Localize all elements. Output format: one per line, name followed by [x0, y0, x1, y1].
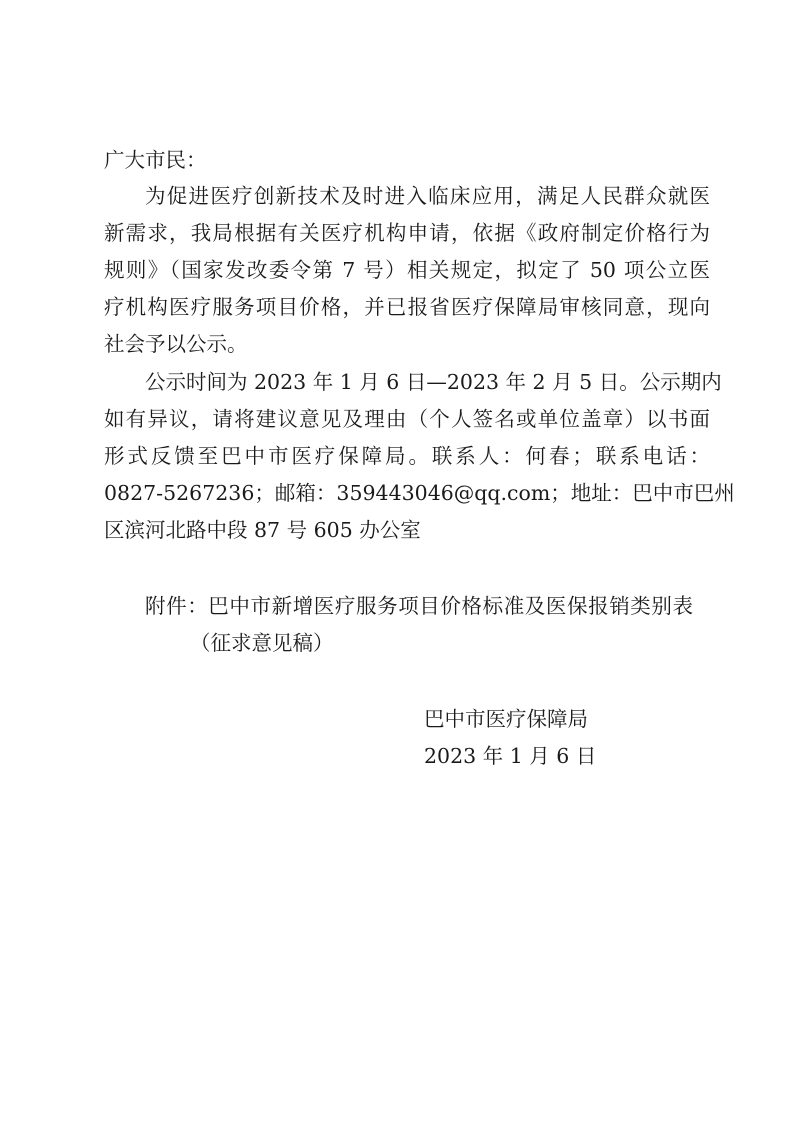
paragraph-line: 社会予以公示。: [104, 332, 248, 356]
paragraph-line: 0827-5267236；邮箱：359443046@qq.com；地址：巴中市巴州: [104, 481, 735, 505]
paragraph-line: 公示时间为 2023 年 1 月 6 日—2023 年 2 月 5 日。公示期内: [145, 370, 722, 394]
paragraph-line: 规则》（国家发改委令第 7 号）相关规定，拟定了 50 项公立医: [104, 258, 710, 282]
paragraph-line: 疗机构医疗服务项目价格，并已报省医疗保障局审核同意，现向: [104, 295, 710, 319]
greeting: 广大市民：: [104, 148, 207, 172]
issue-date: 2023 年 1 月 6 日: [424, 744, 597, 768]
issuing-organization: 巴中市医疗保障局: [424, 707, 588, 731]
paragraph-line: 为促进医疗创新技术及时进入临床应用，满足人民群众就医: [145, 184, 710, 208]
paragraph-line: 区滨河北路中段 87 号 605 办公室: [104, 518, 421, 542]
attachment-title: 附件：巴中市新增医疗服务项目价格标准及医保报销类别表: [145, 594, 693, 618]
paragraph-line: 新需求，我局根据有关医疗机构申请，依据《政府制定价格行为: [104, 221, 710, 245]
paragraph-line: 形式反馈至巴中市医疗保障局。联系人：何春；联系电话：: [104, 444, 710, 468]
paragraph-line: 如有异议，请将建议意见及理由（个人签名或单位盖章）以书面: [104, 407, 710, 431]
attachment-subtitle: （征求意见稿）: [190, 631, 334, 655]
